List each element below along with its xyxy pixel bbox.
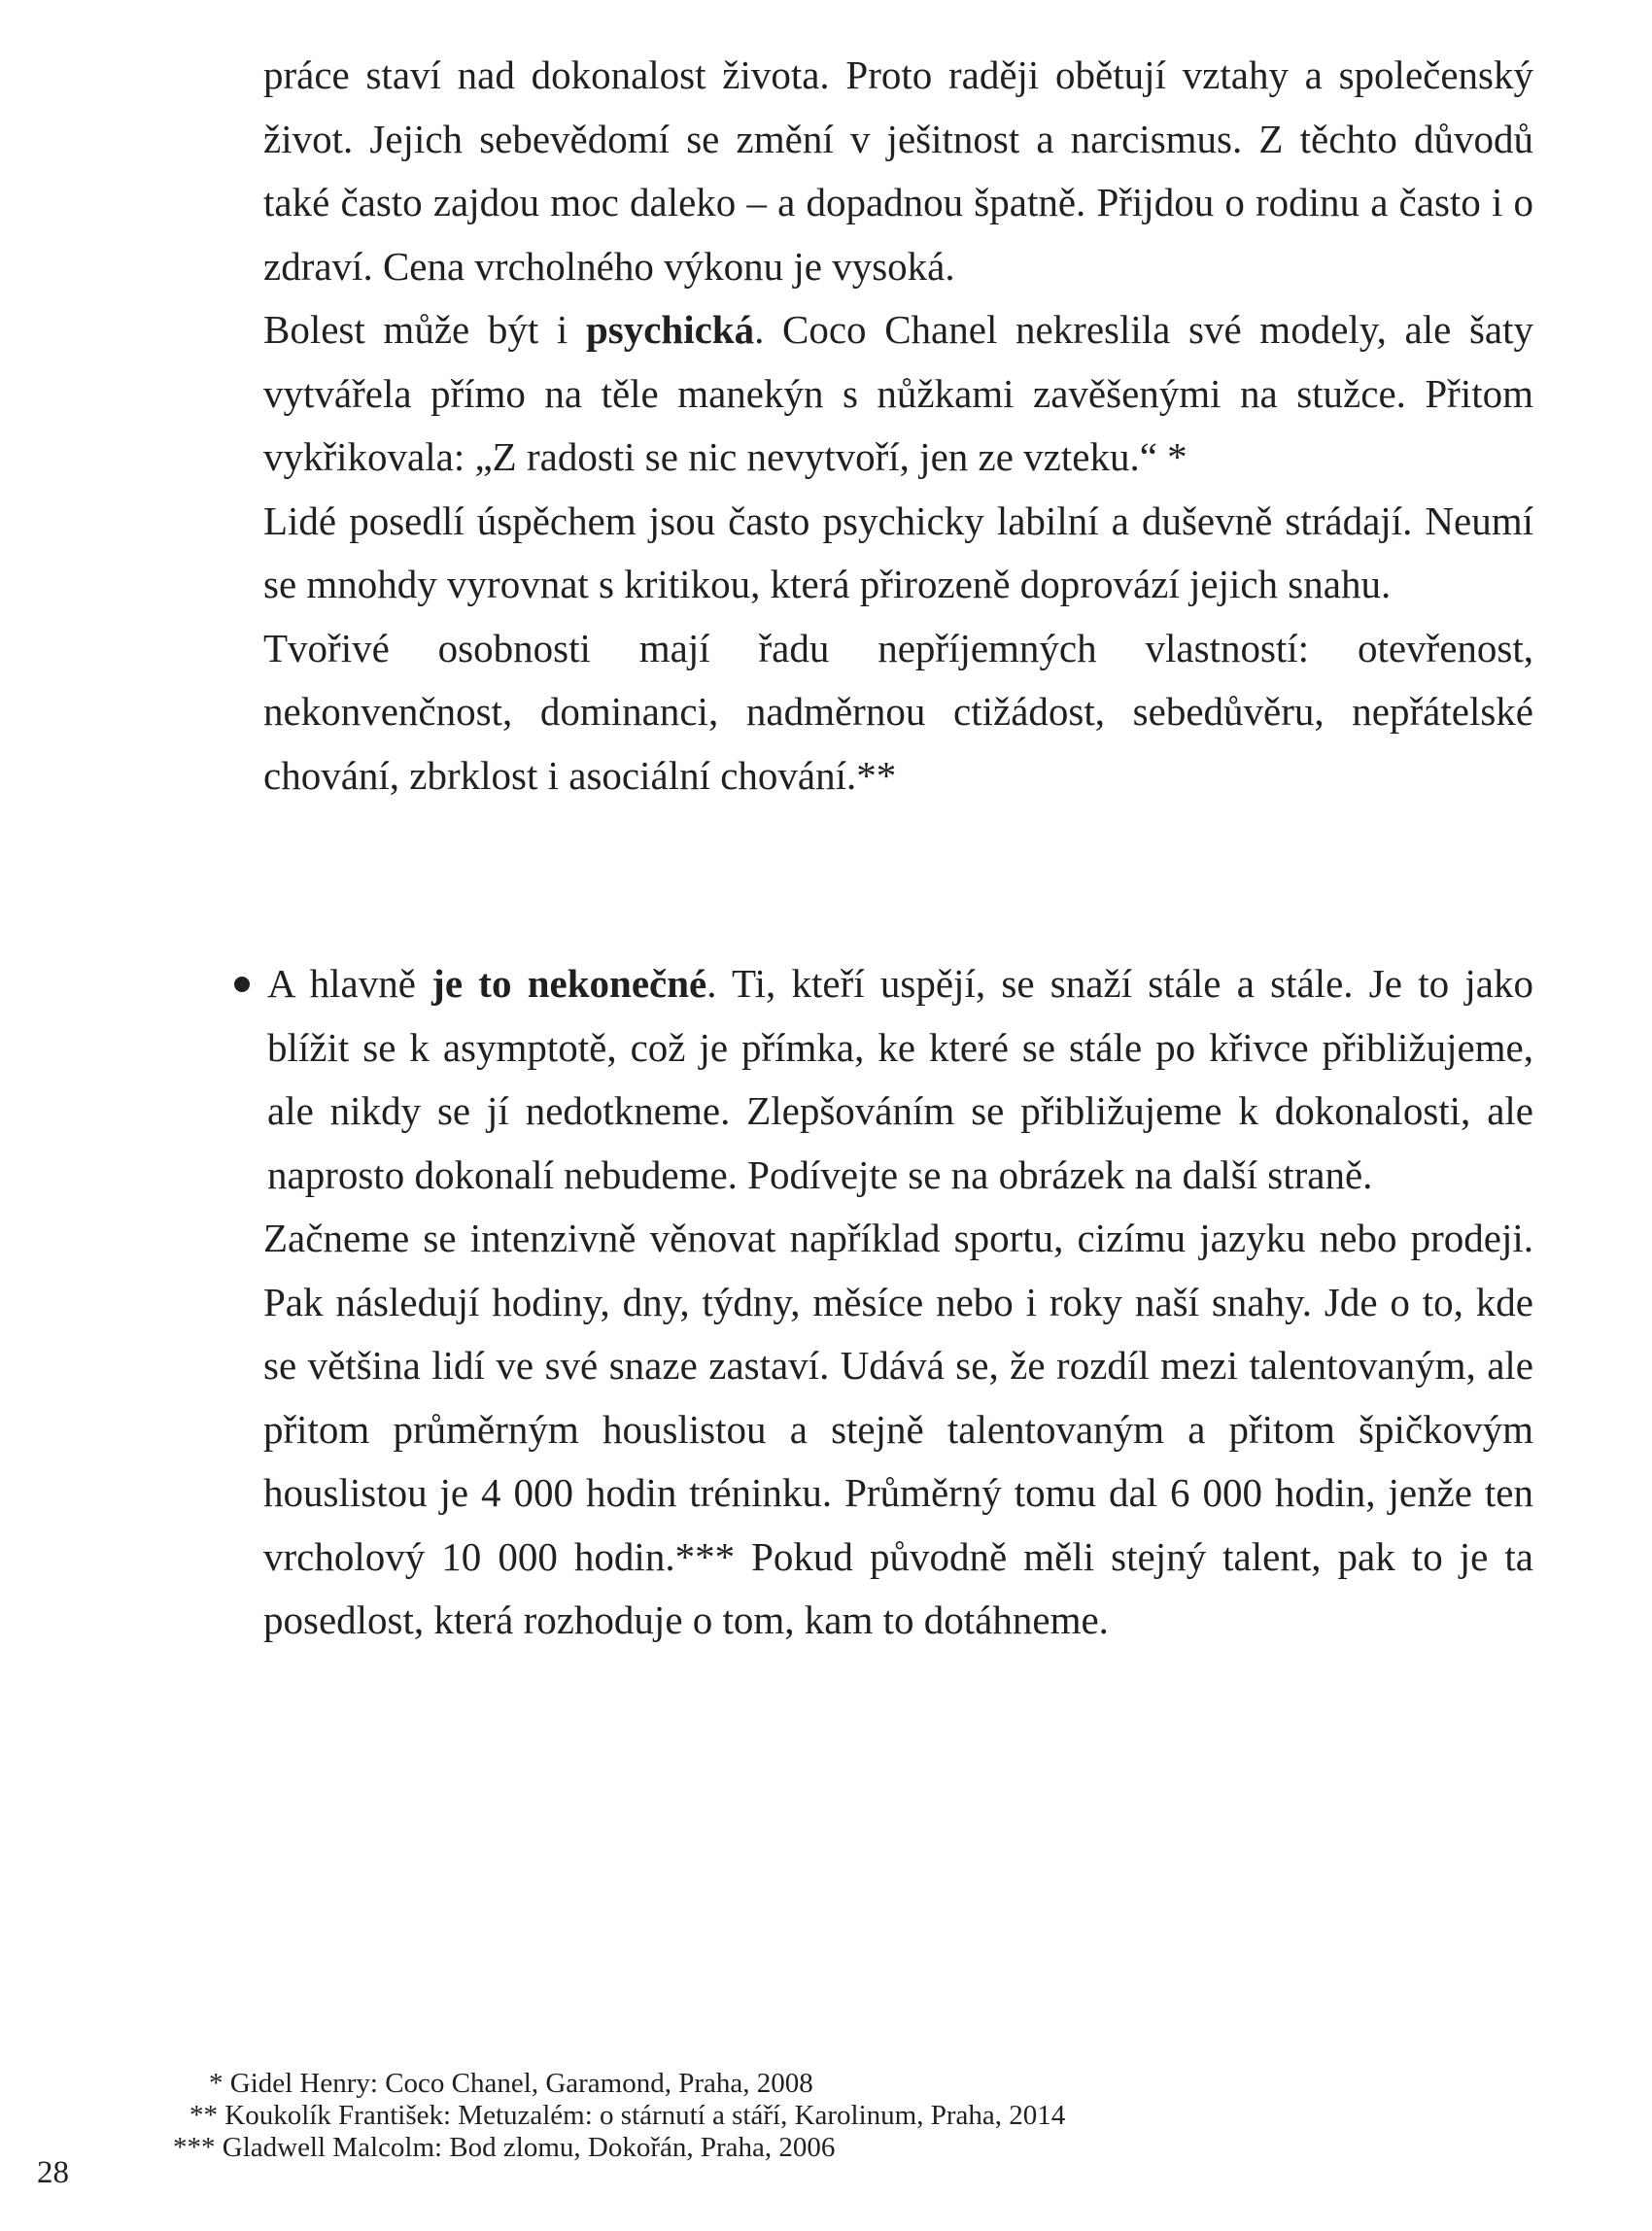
paragraph-3 [263, 490, 1533, 617]
footnote-1: * Gidel Henry: Coco Chanel, Garamond, Praha, 2008 [209, 2068, 813, 2099]
paragraph-4-text: Tvořivé osobnosti mají řadu nepříjemných vlastností: otevřenost, nekonvenčnost, dominanci, nadměrnou ctižádost, sebedůvěru, nepřátelské chování, zbrklost i asociální chování.** [263, 625, 1533, 798]
bullet-dot-icon [234, 977, 250, 992]
paragraph-1-text: práce staví nad dokonalost života. Proto raději obětují vztahy a společenský život. Jejich sebevědomí se změní v ješitnost a narcismus. Z těchto důvodů také často zajdou moc daleko – a dopadnou špatně. Přijdou o rodinu a často i o zdraví. Cena vrcholného výkonu je vysoká. [263, 52, 1533, 289]
paragraph-5 [263, 1207, 1533, 1653]
main-text-top [263, 44, 1533, 807]
bullet-text-start: A hlavně [267, 961, 432, 1006]
paragraph-1 [263, 44, 1533, 298]
bullet-emphasis: je to nekonečné [431, 961, 707, 1006]
footnotes [165, 2068, 1065, 2164]
paragraph-2-emphasis: psychická [585, 307, 755, 352]
main-text-bottom [263, 952, 1533, 1653]
paragraph-4 [263, 617, 1533, 808]
page-number: 28 [37, 2155, 69, 2190]
footnote-3: *** Gladwell Malcolm: Bod zlomu, Dokořán, Praha, 2006 [173, 2132, 836, 2163]
footnote-2: ** Koukolík František: Metuzalém: o stárnutí a stáří, Karolinum, Praha, 2014 [189, 2100, 1066, 2131]
bullet-text-end: . Ti, kteří uspějí, se snaží stále a stále. Je to jako blížit se k asymptotě, což je přímka, ke které se stále po křivce přibližujeme, ale nikdy se jí nedotkneme. Zlepšováním se přibližujeme k dokonalosti, ale naprosto dokonalí nebudeme. Podívejte se na obrázek na další straně. [267, 961, 1533, 1197]
paragraph-2 [263, 298, 1533, 490]
paragraph-2-text-start: Bolest může být i [263, 307, 586, 352]
paragraph-5-text: Začneme se intenzivně věnovat například sportu, cizímu jazyku nebo prodeji. Pak následují hodiny, dny, týdny, měsíce nebo i roky naší snahy. Jde o to, kde se většina lidí ve své snaze zastaví. Udává se, že rozdíl mezi talentovaným, ale přitom průměrným houslistou a stejně talentovaným a přitom špičkovým houslistou je 4 000 hodin tréninku. Průměrný tomu dal 6 000 hodin, jenže ten vrcholový 10 000 hodin.*** Pokud původně měli stejný talent, pak to je ta posedlost, která rozhoduje o tom, kam to dotáhneme. [263, 1216, 1533, 1642]
bullet-paragraph [263, 952, 1533, 1207]
paragraph-2-text-end: . Coco Chanel nekreslila své modely, ale šaty vytvářela přímo na těle manekýn s nůžkami zavěšenými na stužce. Přitom vykřikovala: „Z radosti se nic nevytvoří, jen ze vzteku.“ * [263, 307, 1533, 479]
paragraph-3-text: Lidé posedlí úspěchem jsou často psychicky labilní a duševně strádají. Neumí se mnohdy vyrovnat s kritikou, která přirozeně doprovází jejich snahu. [263, 498, 1533, 606]
